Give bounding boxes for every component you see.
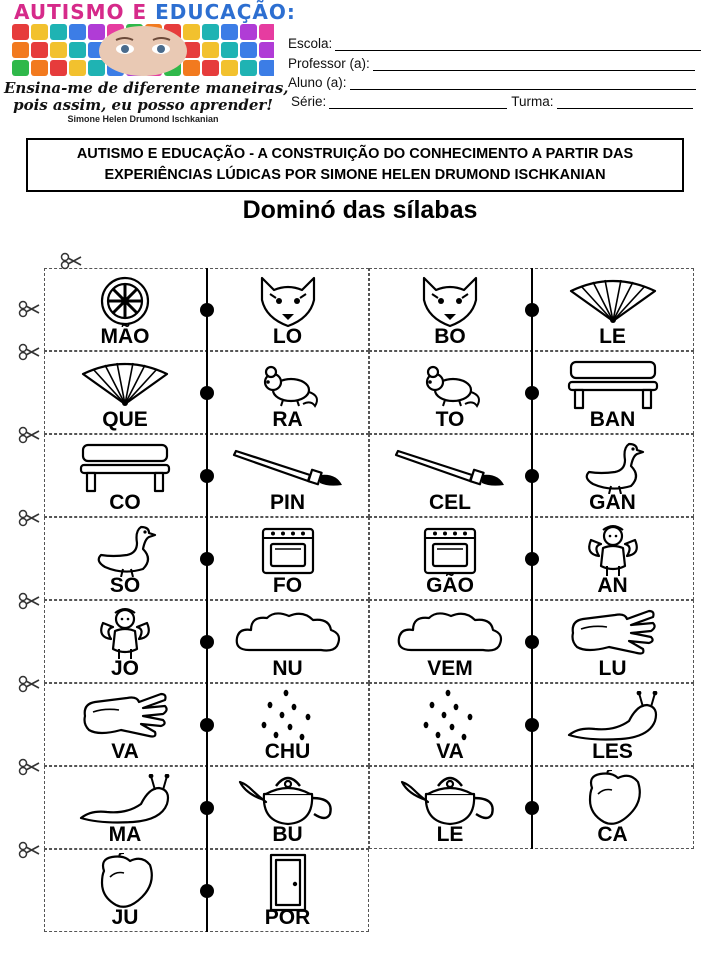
logo-author: Simone Helen Drumond Ischkanian — [67, 114, 219, 124]
bench-icon — [44, 438, 207, 496]
syllable-label: LES — [592, 740, 633, 763]
syllable-label: QUE — [102, 408, 148, 431]
scissors-icon — [18, 300, 40, 323]
syllable-label: LE — [436, 823, 464, 846]
scissors-icon — [18, 841, 40, 864]
kettle-icon — [369, 770, 532, 828]
door-icon — [207, 853, 370, 911]
brush-icon — [369, 438, 532, 496]
syllable-label: NU — [272, 657, 303, 680]
class-label: Turma: — [511, 94, 554, 109]
cloud-icon — [207, 604, 370, 662]
page-title: Dominó das sílabas — [242, 196, 478, 224]
goose-icon — [44, 521, 207, 579]
syllable-label: GÃO — [426, 574, 474, 597]
syllable-label: JO — [110, 657, 139, 680]
stove-icon — [369, 521, 532, 579]
student-field[interactable] — [288, 75, 696, 90]
kettle-icon — [207, 770, 370, 828]
syllable-label: JU — [111, 906, 139, 929]
cashew-icon — [44, 853, 207, 911]
syllable-label: BU — [272, 823, 303, 846]
banner-line-2: EXPERIÊNCIAS LÚDICAS POR SIMONE HELEN DRUMOND ISCHKANIAN — [104, 167, 606, 183]
syllable-label: SO — [109, 574, 141, 597]
rain-icon — [369, 687, 532, 745]
school-label: Escola: — [288, 36, 333, 51]
syllable-label: CEL — [429, 491, 471, 514]
logo — [4, 0, 296, 128]
logo-tagline-2: pois assim, eu posso aprender! — [13, 96, 273, 114]
mouse-icon — [207, 355, 370, 413]
syllable-label: CA — [597, 823, 628, 846]
school-field[interactable] — [288, 36, 701, 51]
wolf-icon — [369, 272, 532, 330]
glove-icon — [532, 604, 695, 662]
banner-line-1: AUTISMO E EDUCAÇÃO - A CONSTRUIÇÃO DO CONHECIMENTO A PARTIR DAS — [76, 146, 634, 162]
syllable-label: CO — [109, 491, 141, 514]
wheel-icon — [44, 272, 207, 330]
puzzle-pieces-icon — [12, 24, 274, 78]
fan-icon — [44, 355, 207, 413]
grade-class-field[interactable] — [291, 94, 693, 109]
syllable-label: BAN — [589, 408, 636, 431]
angel-icon — [532, 521, 695, 579]
scissors-icon — [18, 758, 40, 781]
scissors-icon — [18, 343, 40, 366]
fan-icon — [532, 272, 695, 330]
cashew-icon — [532, 770, 695, 828]
teacher-label: Professor (a): — [288, 56, 370, 71]
scissors-icon — [18, 592, 40, 615]
student-label: Aluno (a): — [288, 75, 347, 90]
syllable-label: VEM — [427, 657, 473, 680]
domino-grid — [44, 268, 694, 932]
angel-icon — [44, 604, 207, 662]
rain-icon — [207, 687, 370, 745]
syllable-label: LE — [599, 325, 626, 348]
syllable-label: GAN — [589, 491, 636, 514]
syllable-label: MÃO — [100, 325, 150, 348]
stove-icon — [207, 521, 370, 579]
logo-title: AUTISMO E EDUCAÇÃO: — [14, 0, 296, 24]
syllable-label: CHU — [264, 740, 311, 763]
mouse-icon — [369, 355, 532, 413]
slug-icon — [532, 687, 695, 745]
slug-icon — [44, 770, 207, 828]
brush-icon — [207, 438, 370, 496]
syllable-label: POR — [264, 906, 311, 929]
syllable-label: FO — [272, 574, 303, 597]
banner — [26, 138, 684, 192]
scissors-icon — [60, 252, 82, 275]
scissors-icon — [18, 675, 40, 698]
syllable-label: RA — [272, 408, 303, 431]
syllable-label: VA — [111, 740, 139, 763]
cloud-icon — [369, 604, 532, 662]
syllable-label: AN — [597, 574, 628, 597]
teacher-field[interactable] — [288, 56, 695, 71]
syllable-label: VA — [436, 740, 464, 763]
goose-icon — [532, 438, 695, 496]
grade-label: Série: — [291, 94, 327, 109]
bench-icon — [532, 355, 695, 413]
syllable-label: LU — [598, 657, 627, 680]
scissors-icon — [18, 509, 40, 532]
wolf-icon — [207, 272, 370, 330]
scissors-icon — [18, 426, 40, 449]
syllable-label: BO — [434, 325, 466, 348]
syllable-label: TO — [435, 408, 465, 431]
syllable-label: LO — [272, 325, 303, 348]
logo-tagline-1: Ensina-me de diferente maneiras, — [4, 79, 289, 97]
glove-icon — [44, 687, 207, 745]
syllable-label: PIN — [269, 491, 305, 514]
syllable-label: MA — [108, 823, 142, 846]
